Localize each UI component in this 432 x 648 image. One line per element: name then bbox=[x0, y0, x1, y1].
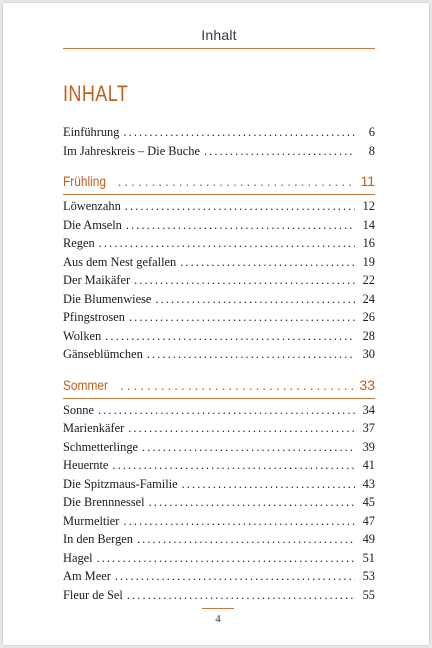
toc-entry-title: Hagel bbox=[63, 550, 93, 565]
toc-entry[interactable] bbox=[63, 512, 375, 531]
leader-dots bbox=[180, 253, 355, 272]
toc-entry[interactable] bbox=[63, 142, 375, 161]
toc-entry[interactable] bbox=[63, 123, 375, 142]
toc-entry[interactable] bbox=[63, 530, 375, 549]
leader-dots bbox=[142, 438, 355, 457]
toc-entry-page: 34 bbox=[362, 402, 375, 417]
toc-entry[interactable] bbox=[63, 271, 375, 290]
toc-entry-page: 49 bbox=[362, 532, 375, 546]
leader-dots bbox=[134, 271, 355, 290]
leader-dots bbox=[105, 327, 355, 346]
leader-dots bbox=[182, 475, 355, 494]
footer-rule bbox=[202, 608, 234, 609]
leader-dots bbox=[128, 419, 355, 438]
leader-dots bbox=[98, 401, 355, 420]
toc-entry[interactable] bbox=[63, 234, 375, 253]
toc-entry-page: 22 bbox=[362, 273, 375, 287]
toc-entry-page: 39 bbox=[362, 439, 375, 454]
toc-entry[interactable] bbox=[63, 456, 375, 475]
section-page: 33 bbox=[359, 376, 375, 393]
toc-entry[interactable] bbox=[63, 438, 375, 457]
toc-entry-title: Sonne bbox=[63, 402, 94, 417]
leader-dots bbox=[115, 567, 355, 586]
toc-entry-page: 41 bbox=[362, 458, 375, 472]
toc-entry-title: Heuernte bbox=[63, 458, 109, 472]
toc-entry-title: Gänseblümchen bbox=[63, 347, 143, 361]
toc-entry-page: 24 bbox=[362, 291, 375, 306]
toc-entry[interactable] bbox=[63, 549, 375, 568]
toc-entry-page: 53 bbox=[362, 569, 375, 583]
toc-entry-title: Die Spitzmaus-Familie bbox=[63, 476, 178, 491]
toc-entry-title: Die Amseln bbox=[63, 217, 122, 232]
toc-entry-title: Marienkäfer bbox=[63, 421, 125, 435]
toc-entry-page: 51 bbox=[362, 550, 375, 565]
table-of-contents bbox=[63, 123, 375, 604]
toc-entry[interactable] bbox=[63, 327, 375, 346]
toc-entry-title: Der Maikäfer bbox=[63, 273, 131, 287]
toc-entry[interactable] bbox=[63, 253, 375, 272]
leader-dots bbox=[127, 586, 355, 605]
leader-dots bbox=[120, 374, 355, 396]
leader-dots bbox=[129, 308, 355, 327]
toc-entry-page: 43 bbox=[362, 476, 375, 491]
leader-dots bbox=[155, 290, 355, 309]
toc-entry-title: Aus dem Nest gefallen bbox=[63, 254, 177, 269]
toc-entry-page: 30 bbox=[362, 347, 375, 361]
leader-dots bbox=[126, 216, 355, 235]
toc-entry-title: Die Brennnessel bbox=[63, 495, 145, 509]
toc-entry-title: Die Blumenwiese bbox=[63, 291, 152, 306]
toc-entry-page: 26 bbox=[362, 310, 375, 324]
toc-entry-page: 12 bbox=[362, 199, 375, 213]
toc-entry-page: 37 bbox=[362, 421, 375, 435]
leader-dots bbox=[147, 345, 355, 364]
header-rule bbox=[63, 48, 375, 49]
leader-dots bbox=[118, 170, 355, 192]
toc-entry[interactable] bbox=[63, 345, 375, 364]
toc-entry[interactable] bbox=[63, 567, 375, 586]
leader-dots bbox=[125, 197, 355, 216]
toc-entry-title: In den Bergen bbox=[63, 532, 133, 546]
toc-entry-title: Pfingstrosen bbox=[63, 310, 125, 324]
toc-entry-title: Löwenzahn bbox=[63, 199, 121, 213]
toc-entry-page: 16 bbox=[362, 236, 375, 250]
section-title: Frühling bbox=[63, 173, 107, 189]
toc-entry-page: 14 bbox=[362, 217, 375, 232]
toc-entry-page: 45 bbox=[362, 495, 375, 509]
toc-entry-page: 19 bbox=[362, 254, 375, 269]
leader-dots bbox=[97, 549, 355, 568]
toc-entry[interactable] bbox=[63, 493, 375, 512]
toc-entry[interactable] bbox=[63, 290, 375, 309]
leader-dots bbox=[149, 493, 355, 512]
toc-entry[interactable] bbox=[63, 475, 375, 494]
toc-entry[interactable] bbox=[63, 197, 375, 216]
toc-entry-title: Fleur de Sel bbox=[63, 587, 123, 602]
toc-entry[interactable] bbox=[63, 216, 375, 235]
section-page: 11 bbox=[360, 173, 375, 189]
leader-dots bbox=[123, 123, 355, 142]
toc-entry-title: Regen bbox=[63, 236, 95, 250]
document-page bbox=[3, 3, 429, 645]
toc-entry-page: 47 bbox=[362, 513, 375, 528]
section-title: Sommer bbox=[63, 376, 108, 393]
toc-entry-title: Wolken bbox=[63, 328, 102, 343]
toc-entry[interactable] bbox=[63, 308, 375, 327]
toc-entry[interactable] bbox=[63, 586, 375, 605]
toc-entry[interactable] bbox=[63, 419, 375, 438]
leader-dots bbox=[204, 142, 355, 161]
page-number: 4 bbox=[215, 613, 221, 625]
running-head: Inhalt bbox=[201, 27, 237, 43]
leader-dots bbox=[112, 456, 355, 475]
toc-entry-title: Murmeltier bbox=[63, 513, 120, 528]
toc-entry-title: Einführung bbox=[63, 125, 120, 139]
toc-entry-title: Im Jahreskreis – Die Buche bbox=[63, 143, 200, 158]
toc-entry-page: 6 bbox=[368, 125, 375, 139]
toc-entry-page: 8 bbox=[368, 143, 375, 158]
toc-entry-page: 55 bbox=[362, 587, 375, 602]
leader-dots bbox=[123, 512, 355, 531]
toc-title: INHALT bbox=[63, 81, 129, 106]
leader-dots bbox=[137, 530, 355, 549]
toc-entry-title: Am Meer bbox=[63, 569, 111, 583]
leader-dots bbox=[99, 234, 355, 253]
toc-entry-page: 28 bbox=[362, 328, 375, 343]
toc-entry[interactable] bbox=[63, 401, 375, 420]
section-heading-fruehling[interactable] bbox=[63, 170, 375, 195]
toc-entry-title: Schmetterlinge bbox=[63, 439, 139, 454]
section-heading-sommer[interactable] bbox=[63, 374, 375, 399]
